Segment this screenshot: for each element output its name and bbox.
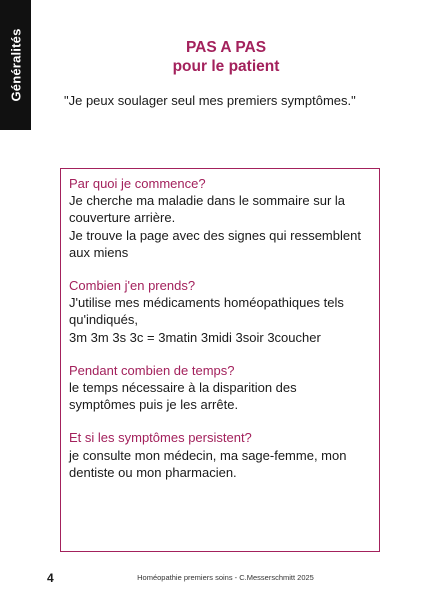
- section-line: symptômes puis je les arrête.: [69, 397, 239, 413]
- section-question: Par quoi je commence?: [69, 176, 206, 191]
- section-question: Combien j'en prends?: [69, 278, 196, 294]
- footer-text: Homéopathie premiers soins - C.Messerschmitt 2025: [137, 573, 314, 582]
- section-line: qu'indiqués,: [69, 312, 138, 328]
- section-line: Je trouve la page avec des signes qui ressemblent: [69, 227, 361, 243]
- section-line: je consulte mon médecin, ma sage-femme, mon: [69, 447, 347, 463]
- title-subtitle: pour le patient: [172, 58, 280, 75]
- section-line: Je cherche ma maladie dans le sommaire sur la: [69, 193, 346, 209]
- section-line: couverture arrière.: [69, 210, 176, 226]
- section-dosage: [69, 277, 379, 346]
- section-line: le temps nécessaire à la disparition des: [69, 380, 297, 396]
- section-question: Et si les symptômes persistent?: [69, 430, 252, 446]
- section-question: Pendant combien de temps?: [69, 362, 235, 378]
- side-tab-label: Généralités: [8, 28, 23, 102]
- side-tab: [0, 0, 31, 130]
- intro-quote: "Je peux soulager seul mes premiers symptômes.": [64, 93, 356, 108]
- title-main: PAS A PAS: [185, 39, 267, 56]
- section-start: [69, 175, 379, 261]
- content-sections: [69, 175, 379, 497]
- page-title: [31, 38, 421, 76]
- section-persist: [69, 429, 379, 481]
- section-line: 3m 3m 3s 3c = 3matin 3midi 3soir 3coucher: [69, 329, 321, 345]
- section-line: dentiste ou mon pharmacien.: [69, 464, 237, 480]
- page-number: 4: [47, 571, 54, 585]
- section-line: J'utilise mes médicaments homéopathiques tels: [69, 295, 344, 311]
- section-duration: [69, 362, 379, 414]
- section-line: aux miens: [69, 244, 129, 260]
